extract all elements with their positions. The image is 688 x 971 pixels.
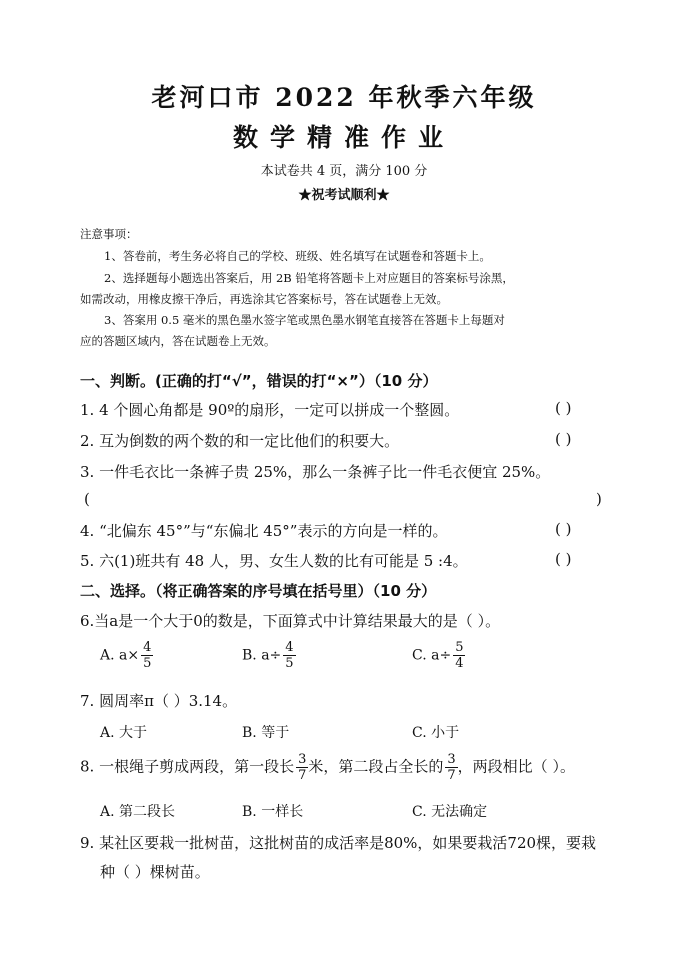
q6-option-c-fraction (453, 640, 465, 671)
section1-heading: 一、判断。(正确的打“√”，错误的打“×”）（10 分） (80, 372, 438, 390)
question-2: 2. 互为倒数的两个数的和一定比他们的积要大。 (80, 432, 400, 450)
question-3: 3. 一件毛衣比一条裤子贵 25%，那么一条裤子比一件毛衣便宜 25%。 (80, 463, 551, 481)
notice-heading: 注意事项： (80, 227, 138, 241)
fraction-denominator: 4 (455, 656, 464, 671)
fraction-denominator: 7 (298, 768, 307, 783)
notice-line-3: 如需改动，用橡皮擦干净后，再选涂其它答案标号，答在试题卷上无效。 (80, 292, 448, 306)
answer-blank-2: ( ) (555, 430, 572, 448)
fraction-denominator: 7 (447, 768, 456, 783)
q6-option-c (412, 640, 465, 671)
q8-fraction-2 (445, 752, 457, 783)
exam-info: 本试卷共 4 页，满分 100 分 (260, 164, 428, 179)
q7-option-c: C. 小于 (412, 725, 460, 741)
question-7: 7. 圆周率π（ ）3.14。 (80, 692, 238, 710)
q6-option-b-fraction (283, 640, 295, 671)
notice-line-4: 3、答案用 0.5 毫米的黑色墨水签字笔或黑色墨水钢笔直接答在答题卡上每题对 (104, 313, 505, 327)
q8-option-c: C. 无法确定 (412, 804, 488, 820)
question-6: 6.当a是一个大于0的数是，下面算式中计算结果最大的是（ ）。 (80, 612, 501, 630)
q7-option-b: B. 等于 (242, 725, 290, 741)
document-title: 老河口市 2022 年秋季六年级 (151, 83, 537, 112)
q7-option-a: A. 大于 (100, 725, 148, 741)
question-1: 1. 4 个圆心角都是 90º的扇形，一定可以拼成一个整圆。 (80, 401, 460, 419)
notice-line-5: 应的答题区域内，答在试题卷上无效。 (80, 334, 276, 348)
q8-option-b: B. 一样长 (242, 804, 304, 820)
fraction-numerator: 5 (455, 640, 464, 655)
q6-option-a (100, 640, 153, 671)
question-9-line-1: 9. 某社区要栽一批树苗，这批树苗的成活率是80%，如果要栽活720棵，要栽 (80, 834, 597, 852)
q8-part-2: 米，第二段占全长的 (308, 757, 444, 776)
answer-blank-4: ( ) (555, 520, 572, 538)
fraction-numerator: 3 (447, 752, 456, 767)
q6-option-c-label: C. a÷ (412, 647, 452, 664)
document-subtitle: 数学精准作业 (232, 123, 455, 152)
fraction-numerator: 4 (143, 640, 152, 655)
question-4: 4. “北偏东 45°”与“东偏北 45°”表示的方向是一样的。 (80, 522, 448, 540)
good-luck-line: ★祝考试顺利★ (298, 188, 390, 203)
q8-fraction-1 (296, 752, 308, 783)
q8-part-3: ，两段相比（ ）。 (457, 757, 575, 776)
fraction-denominator: 5 (143, 656, 152, 671)
q6-option-b-label: B. a÷ (242, 647, 282, 664)
notice-line-2: 2、选择题每小题选出答案后，用 2B 铅笔将答题卡上对应题目的答案标号涂黑， (104, 271, 514, 285)
q8-option-a: A. 第二段长 (100, 804, 176, 820)
fraction-numerator: 4 (285, 640, 294, 655)
section2-heading: 二、选择。（将正确答案的序号填在括号里）（10 分） (80, 582, 437, 600)
fraction-numerator: 3 (298, 752, 307, 767)
notice-line-1: 1、答卷前，考生务必将自己的学校、班级、姓名填写在试题卷和答题卡上。 (104, 249, 491, 263)
q6-option-b (242, 640, 296, 671)
answer-blank-1: ( ) (555, 399, 572, 417)
answer-blank-3-right: ) (596, 490, 602, 508)
answer-blank-5: ( ) (555, 550, 572, 568)
answer-blank-3-left: ( (84, 490, 90, 508)
q6-option-a-label: A. a× (100, 647, 140, 664)
fraction-denominator: 5 (285, 656, 294, 671)
question-9-line-2: 种（ ）棵树苗。 (100, 863, 210, 881)
question-5: 5. 六(1)班共有 48 人，男、女生人数的比有可能是 5 :4。 (80, 552, 468, 570)
q6-option-a-fraction (141, 640, 153, 671)
question-8 (80, 752, 575, 783)
q8-part-1: 8. 一根绳子剪成两段，第一段长 (80, 757, 295, 776)
